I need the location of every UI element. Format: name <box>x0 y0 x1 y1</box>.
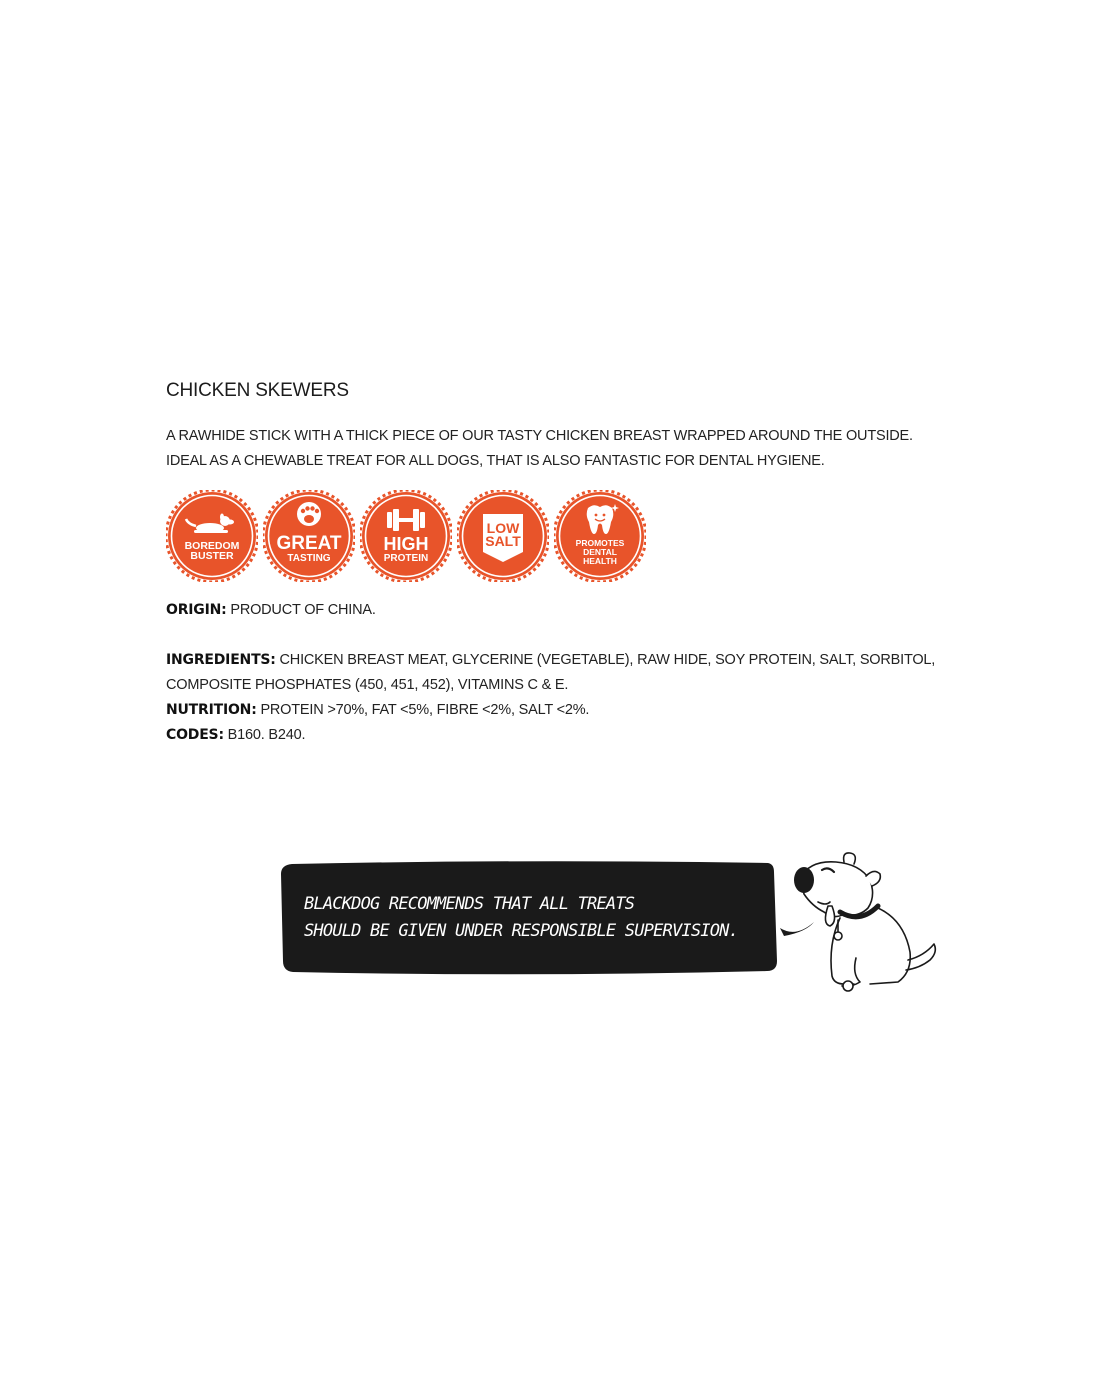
paw-icon <box>297 502 321 526</box>
badge-high-line1: HIGH <box>383 534 429 554</box>
product-section <box>166 380 966 474</box>
nutrition-row <box>166 698 935 723</box>
badge-low-line2: SALT <box>485 533 521 549</box>
badge-seal <box>166 490 258 582</box>
badge-high-protein <box>360 490 452 582</box>
supervision-notice <box>304 891 774 945</box>
product-description <box>166 424 966 474</box>
badge-low-salt <box>457 490 549 582</box>
badge-low-line1: LOW <box>486 520 520 536</box>
badge-boredom-buster <box>166 490 258 582</box>
badge-dental-line3: HEALTH <box>583 556 617 566</box>
ingredients-label: INGREDIENTS: <box>166 652 276 668</box>
codes-row <box>166 723 935 748</box>
badge-boredom-line2: BUSTER <box>190 550 234 562</box>
dog-mascot-icon <box>770 848 945 998</box>
ingredients-row <box>166 648 935 673</box>
badge-seal <box>554 490 646 582</box>
origin-row <box>166 598 935 623</box>
nutrition-label: NUTRITION: <box>166 702 257 718</box>
nutrition-value: PROTEIN >70%, FAT <5%, FIBRE <2%, SALT <2%. <box>256 702 590 718</box>
badge-great-line1: GREAT <box>276 533 342 554</box>
description-line-1: A RAWHIDE STICK WITH A THICK PIECE OF OUR TASTY CHICKEN BREAST WRAPPED AROUND THE OUTSIDE. <box>166 428 913 444</box>
notice-line-2: SHOULD BE GIVEN UNDER RESPONSIBLE SUPERVISION. <box>304 921 739 941</box>
badge-dental-health <box>554 490 646 582</box>
codes-value: B160. B240. <box>223 727 306 743</box>
notice-line-1: BLACKDOG RECOMMENDS THAT ALL TREATS <box>304 894 635 914</box>
badge-boredom-line1: BOREDOM <box>184 540 240 552</box>
origin-value: PRODUCT OF CHINA. <box>226 602 376 618</box>
description-line-2: IDEAL AS A CHEWABLE TREAT FOR ALL DOGS, THAT IS ALSO FANTASTIC FOR DENTAL HYGIENE. <box>166 453 825 469</box>
codes-label: CODES: <box>166 727 224 743</box>
product-info <box>166 598 935 748</box>
badge-high-line2: PROTEIN <box>383 553 429 564</box>
ingredients-value: CHICKEN BREAST MEAT, GLYCERINE (VEGETABLE), RAW HIDE, SOY PROTEIN, SALT, SORBITOL, <box>275 652 936 668</box>
badge-dental-line1: PROMOTES <box>575 538 625 548</box>
origin-label: ORIGIN: <box>166 602 227 618</box>
badge-great-line2: TASTING <box>287 553 331 564</box>
product-title: CHICKEN SKEWERS <box>166 380 349 401</box>
ingredients-continued: COMPOSITE PHOSPHATES (450, 451, 452), VITAMINS C & E. <box>166 677 569 693</box>
badge-great-tasting <box>263 490 355 582</box>
badge-dental-line2: DENTAL <box>583 547 617 557</box>
